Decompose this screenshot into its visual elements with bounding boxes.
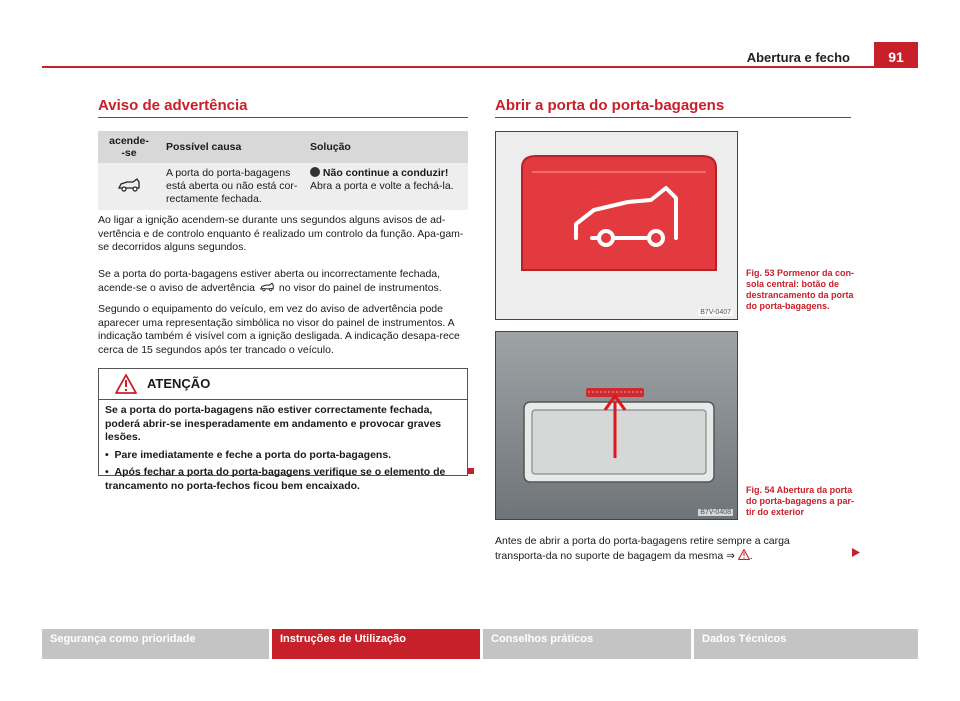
- warning-bullet: • Após fechar a porta do porta-bagagens verifique se o elemento de trancamento no porta-fechos ficou bem encaixado.: [105, 466, 446, 492]
- warning-intro: Se a porta do porta-bagagens não estiver correctamente fechada, poderá abrir-se inesperadamente em andamento e provocar graves lesões.: [105, 404, 442, 443]
- page-number: 91: [874, 42, 918, 68]
- solution-bold: Não continue a conduzir!: [322, 167, 449, 179]
- table-header-lights: acende- -se: [98, 131, 160, 163]
- car-boot-open-icon: [116, 177, 142, 193]
- stop-icon: [310, 167, 320, 177]
- figure-54: [495, 331, 738, 520]
- boot-exterior-handle-illustration: [496, 332, 738, 520]
- warning-body: [99, 400, 467, 497]
- warning-header: [99, 369, 467, 400]
- warning-table: [98, 131, 468, 210]
- solution-text: Abra a porta e volte a fechá-la.: [310, 180, 454, 192]
- figure-54-caption: Fig. 54 Abertura da porta do porta-bagagens a par-tir do exterior: [746, 485, 855, 517]
- table-row: [98, 163, 468, 210]
- figure-53-caption: Fig. 53 Pormenor da con-sola central: botão de destrancamento da porta do porta-bagagens.: [746, 268, 855, 311]
- section-title-warning: Aviso de advertência: [98, 97, 248, 114]
- table-header-cause: Possível causa: [160, 131, 304, 163]
- figure-code: B7V-0408: [700, 509, 731, 516]
- footer-tab-practical-tips[interactable]: Conselhos práticos: [483, 629, 691, 659]
- section-rule-left: [98, 117, 468, 118]
- table-cell-icon: [98, 163, 160, 210]
- paragraph-door-warning: Se a porta do porta-bagagens estiver aberta ou incorrectamente fechada, acende-se o aviso de advertência no visor do painel de instrumentos.: [98, 268, 442, 294]
- table-header-solution: Solução: [304, 131, 468, 163]
- figure-code: B7V-0407: [700, 309, 731, 316]
- figure-53: [495, 131, 738, 320]
- car-boot-open-inline-icon: [258, 282, 276, 292]
- running-header: Abertura e fecho: [746, 50, 850, 65]
- section-end-marker: [468, 468, 474, 474]
- footer-tab-instructions[interactable]: Instruções de Utilização: [272, 629, 480, 659]
- boot-release-button-illustration: [496, 132, 738, 320]
- header-rule: [42, 66, 918, 68]
- warning-title: ATENÇÃO: [147, 376, 211, 391]
- paragraph-remove-load: Antes de abrir a porta do porta-bagagens retire sempre a carga transporta-da no suporte de bagagem da mesma ⇒ .: [495, 535, 790, 562]
- table-header-row: [98, 131, 468, 163]
- footer-tab-safety[interactable]: Segurança como prioridade: [42, 629, 269, 659]
- warning-bullet: • Pare imediatamente e feche a porta do porta-bagagens.: [105, 448, 392, 461]
- section-title-boot: Abrir a porta do porta-bagagens: [495, 97, 725, 114]
- continue-arrow-icon: [852, 548, 860, 557]
- footer-tab-technical-data[interactable]: Dados Técnicos: [694, 629, 918, 659]
- table-cell-cause: A porta do porta-bagagens está aberta ou não está cor-rectamente fechada.: [160, 163, 304, 210]
- table-cell-solution: [304, 163, 468, 210]
- warning-box: [98, 368, 468, 492]
- warning-triangle-icon: [738, 549, 750, 560]
- paragraph-ignition: Ao ligar a ignição acendem-se durante uns segundos alguns avisos de ad-vertência e de controlo enquanto é realizado um controlo da função. Apa-gam-se decorridos alguns segundos.: [98, 214, 464, 253]
- warning-triangle-icon: [115, 374, 137, 394]
- section-rule-right: [495, 117, 851, 118]
- paragraph-symbolic-display: Segundo o equipamento do veículo, em vez do aviso de advertência pode aparecer uma representação simbólica no visor do painel de instrumentos. A indicação também é visível com a ignição desligada. A indicação desapa-rece cerca de 15 segundos após ter trancado o veículo.: [98, 303, 460, 356]
